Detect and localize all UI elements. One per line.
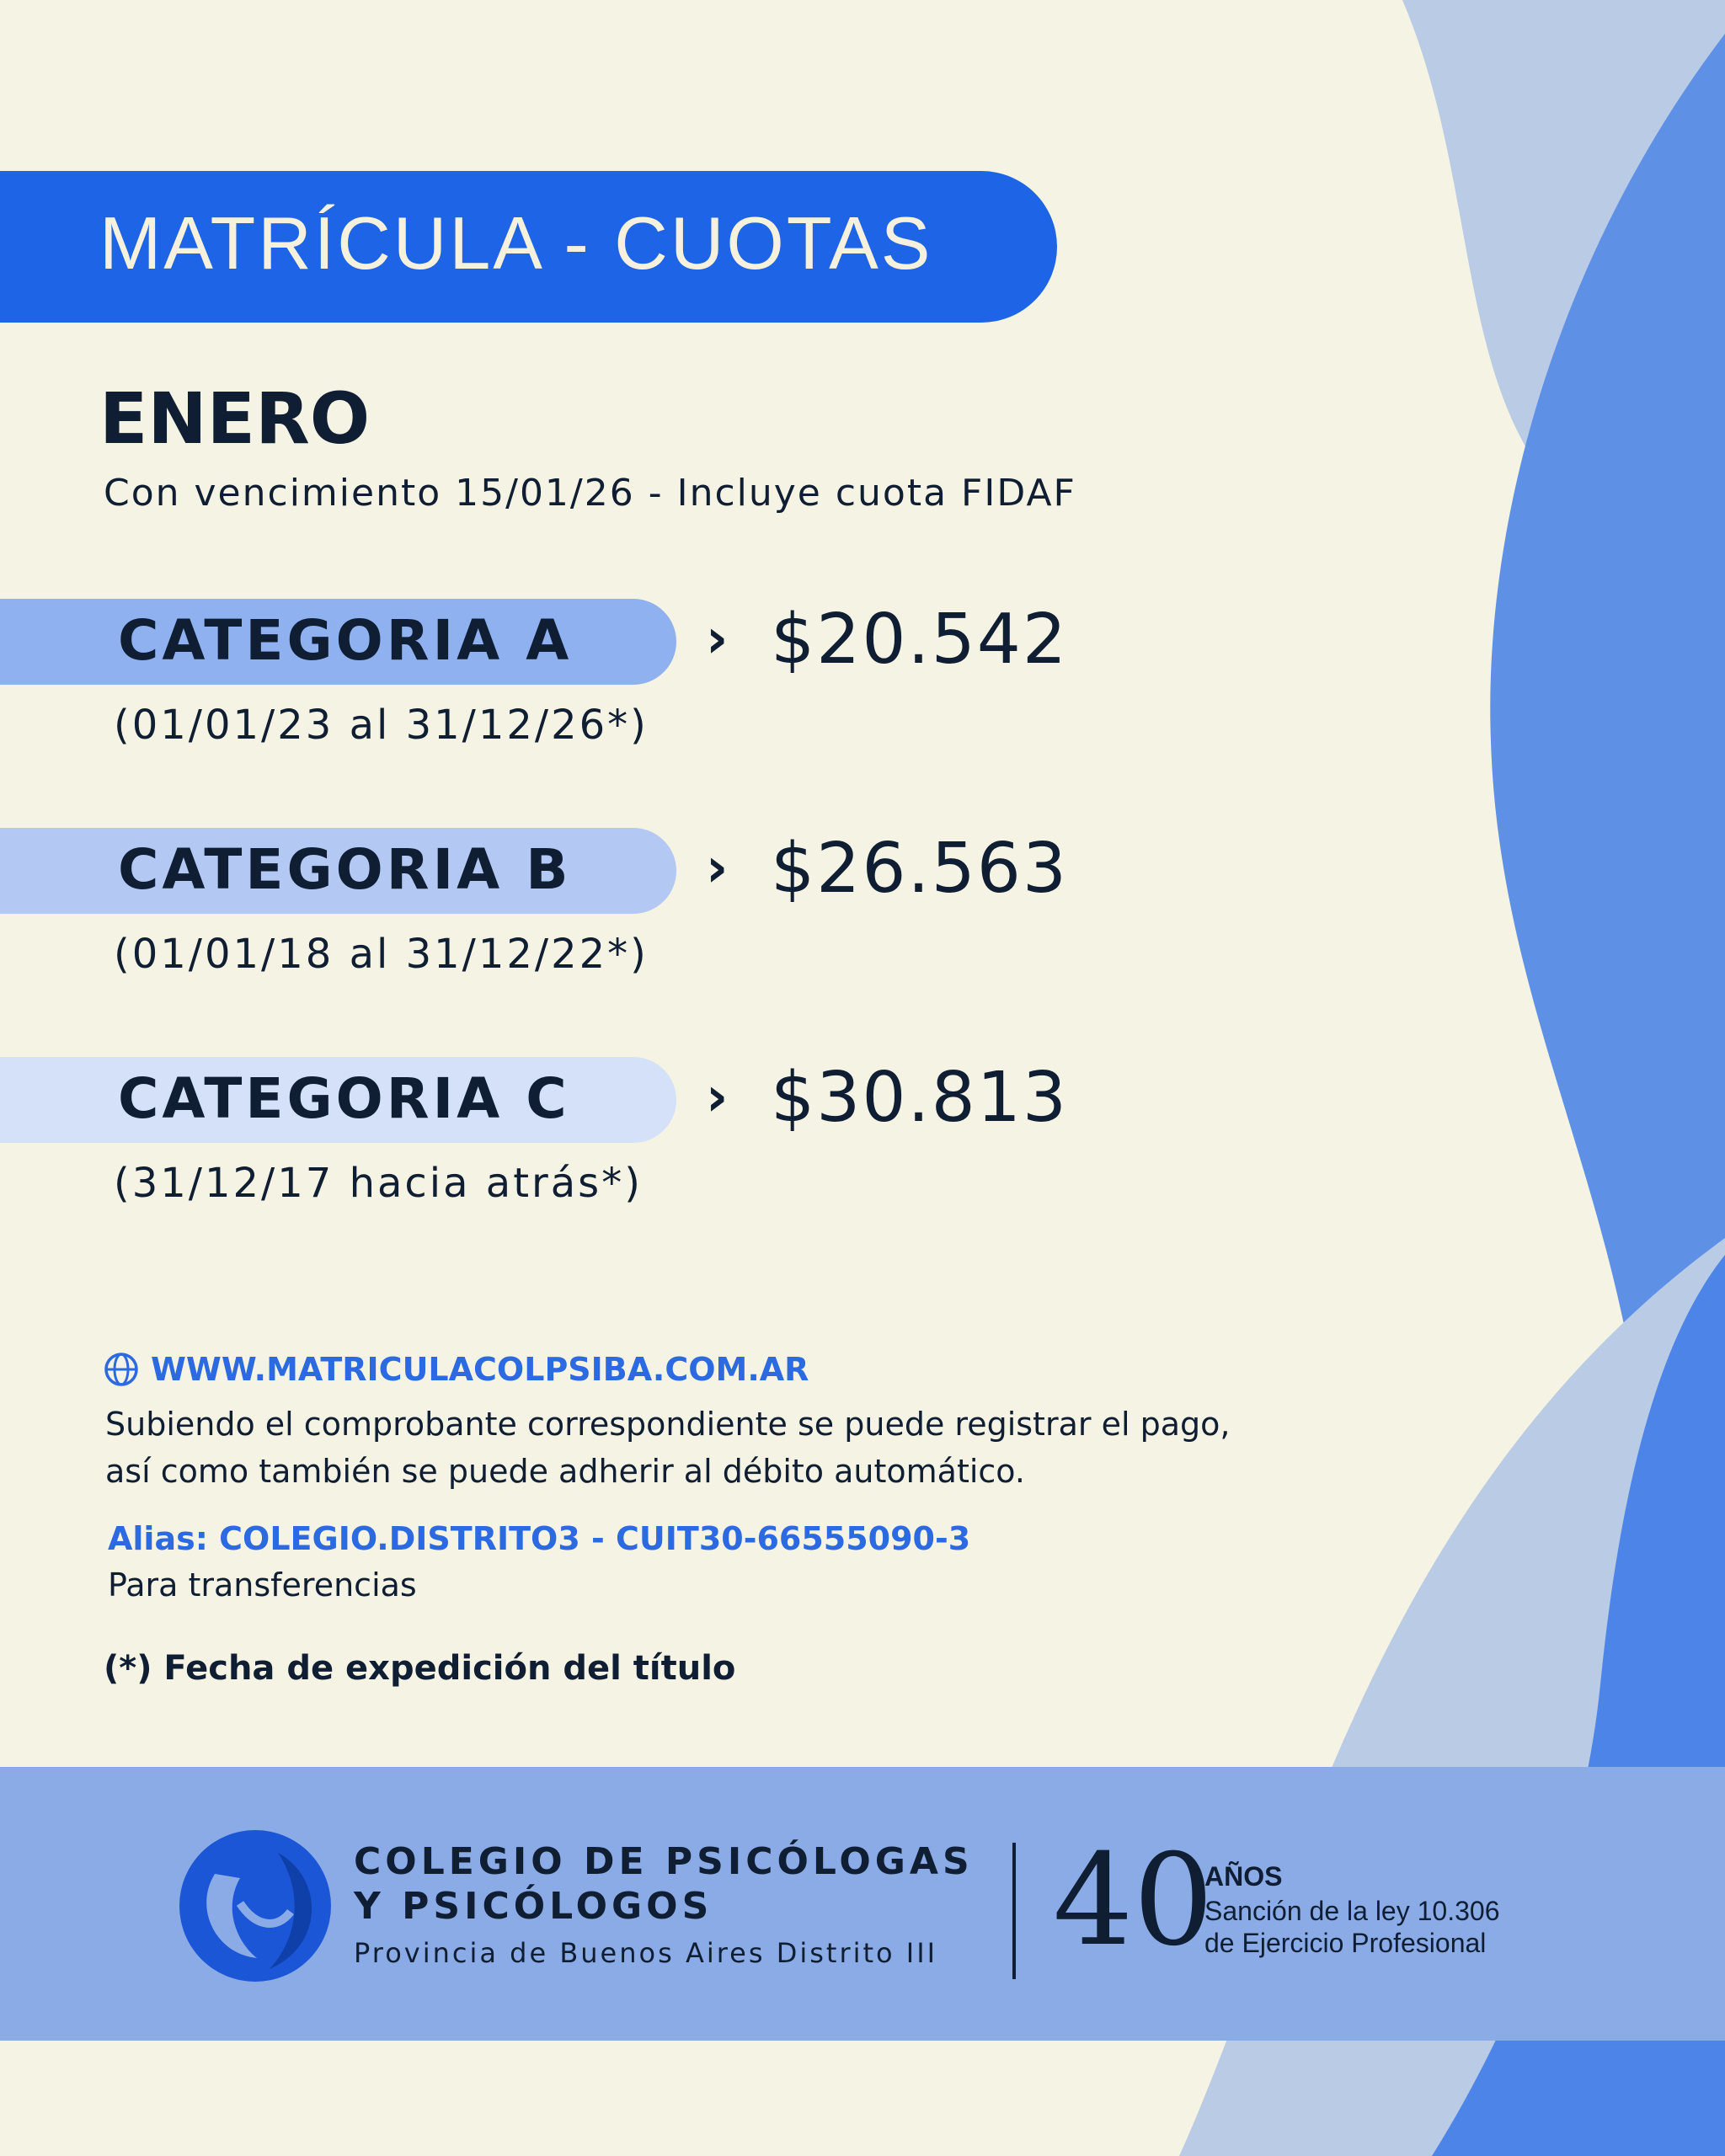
- category-a-range: (01/01/23 al 31/12/26*): [114, 702, 649, 749]
- footer-divider: [1012, 1843, 1016, 1979]
- category-a-label: CATEGORIA A: [118, 608, 573, 673]
- law-note-line-1: Sanción de la ley 10.306: [1204, 1896, 1500, 1926]
- transfer-note: Para transferencias: [108, 1566, 417, 1604]
- month-heading: ENERO: [99, 377, 371, 460]
- law-note-line-2: de Ejercicio Profesional: [1204, 1928, 1487, 1958]
- transfer-alias: Alias: COLEGIO.DISTRITO3 - CUIT30-66555090-3: [108, 1520, 971, 1557]
- anniversary-number: 40: [1053, 1828, 1214, 1974]
- payment-info-line-1: Subiendo el comprobante correspondiente se puede registrar el pago,: [105, 1406, 1231, 1443]
- category-c-arrow-icon: ›: [706, 1066, 729, 1129]
- category-b-range: (01/01/18 al 31/12/22*): [114, 931, 649, 978]
- org-subtitle: Provincia de Buenos Aires Distrito III: [354, 1937, 938, 1969]
- college-logo-icon: [177, 1828, 334, 1984]
- website-link[interactable]: WWW.MATRICULACOLPSIBA.COM.AR: [151, 1351, 809, 1388]
- org-name-line-1: COLEGIO DE PSICÓLOGAS: [354, 1840, 974, 1883]
- category-b-arrow-icon: ›: [706, 837, 729, 899]
- globe-icon: [104, 1352, 139, 1387]
- category-a-arrow-icon: ›: [706, 608, 729, 670]
- due-date-note: Con vencimiento 15/01/26 - Incluye cuota FIDAF: [104, 472, 1076, 515]
- category-c-price: $30.813: [771, 1058, 1069, 1138]
- law-note: [1204, 1895, 1499, 1959]
- anniversary-label: AÑOS: [1204, 1861, 1283, 1892]
- payment-info: [105, 1401, 1230, 1495]
- page-title: MATRÍCULA - CUOTAS: [99, 201, 933, 285]
- payment-info-line-2: así como también se puede adherir al débito automático.: [105, 1453, 1025, 1490]
- category-b-label: CATEGORIA B: [118, 837, 572, 902]
- category-b-price: $26.563: [771, 829, 1069, 909]
- category-a-price: $20.542: [771, 600, 1069, 680]
- category-c-label: CATEGORIA C: [118, 1066, 570, 1131]
- website-row[interactable]: [104, 1351, 809, 1388]
- org-name-line-2: Y PSICÓLOGOS: [354, 1885, 713, 1928]
- category-c-range: (31/12/17 hacia atrás*): [114, 1160, 643, 1207]
- footnote: (*) Fecha de expedición del título: [104, 1649, 736, 1688]
